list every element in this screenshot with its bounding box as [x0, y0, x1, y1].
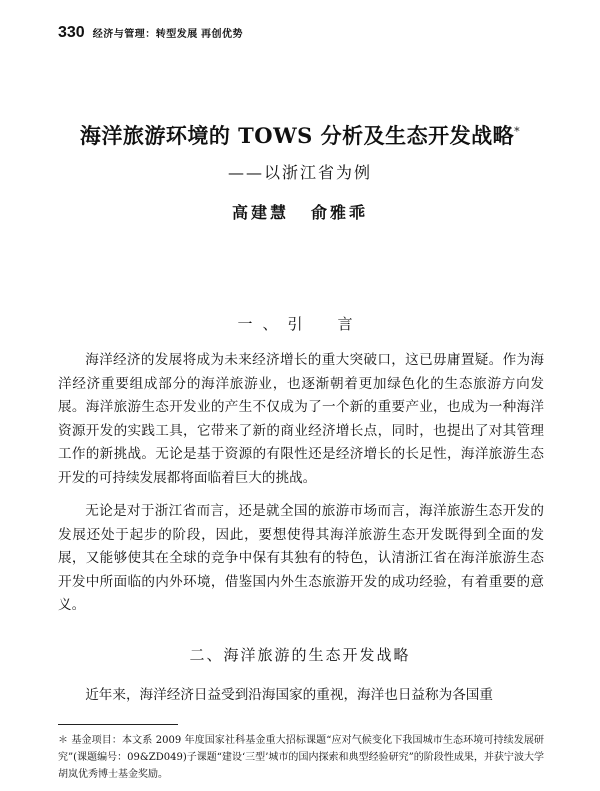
paper-title-text: 海洋旅游环境的 TOWS 分析及生态开发战略 — [79, 123, 515, 148]
footnote-divider — [58, 724, 178, 725]
paper-title — [0, 120, 600, 150]
page-number: 330 — [58, 24, 85, 41]
running-head-text: 经济与管理：转型发展 再创优势 — [92, 29, 243, 40]
footnote: ＊ 基金项目：本文系 2009 年度国家社科基金重大招标课题“应对气候变化下我国城市生态环境可持续发展研究”(课题编号：09&ZD049)子课题“建设‘三型’城市的国内探索和典型经验研究”的阶段性成果，并获宁波大学胡岚优秀博士基金奖励。 — [58, 735, 544, 780]
footnote-marker: * — [514, 125, 521, 138]
section-heading-strategy: 二、海洋旅游的生态开发战略 — [189, 646, 411, 664]
paragraph-3 — [58, 684, 544, 708]
paragraph-text: 近年来，海洋经济日益受到沿海国家的重视，海洋也日益称为各国重 — [85, 687, 493, 703]
paragraph-text: 海洋经济的发展将成为未来经济增长的重大突破口，这已毋庸置疑。作为海洋经济重要组成部分的海洋旅游业，也逐渐朝着更加绿色化的生态旅游方向发展。海洋旅游生态开发业的产生不仅成为了一个新的重要产业，也成为一种海洋资源开发的实践工具，它带来了新的商业经济增长点，同时，也提出了对其管理工作的新挑战。无论是基于资源的有限性还是经济增长的长足性，海洋旅游生态开发的可持续发展都将面临着巨大的挑战。 — [58, 352, 544, 486]
paper-subtitle: ——以浙江省为例 — [227, 163, 372, 182]
authors — [0, 200, 600, 223]
paragraph-2 — [58, 500, 544, 618]
author-name: 俞雅乖 — [311, 203, 369, 222]
section-heading-introduction: 一、引 言 — [237, 315, 363, 333]
paragraph-1 — [58, 349, 544, 490]
paragraph-text: 无论是对于浙江省而言，还是就全国的旅游市场而言，海洋旅游生态开发的发展还处于起步的阶段，因此，要想使得其海洋旅游生态开发既得到全面的发展，又能够使其在全球的竞争中保有其独有的特色，认清浙江省在海洋旅游生态开发中所面临的内外环境，借鉴国内外生态旅游开发的成功经验，有着重要的意义。 — [58, 503, 544, 613]
running-head — [58, 24, 243, 42]
author-name: 高建慧 — [231, 203, 289, 222]
